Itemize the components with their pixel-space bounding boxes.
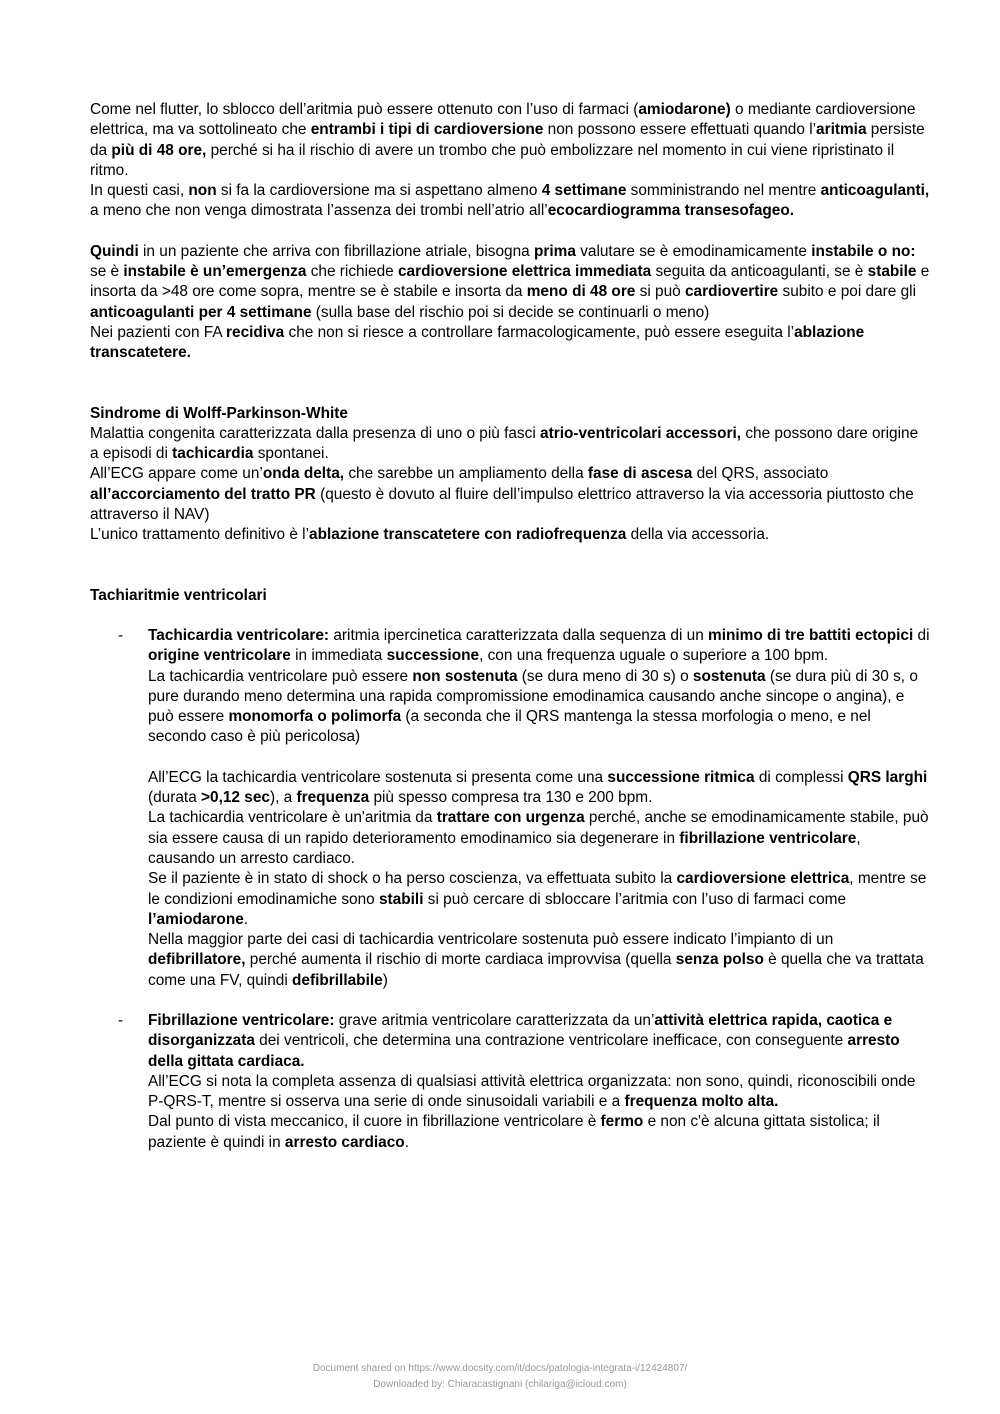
bold-text: ablazione transcatetere. [90, 323, 865, 362]
text-run: che richiede [306, 263, 398, 281]
bold-text: minimo di tre battiti ectopici [708, 626, 914, 644]
text-run: Se il paziente è in stato di shock o ha perso coscienza, va effettuata subito la [148, 870, 677, 888]
bullet-paragraph [148, 1112, 930, 1153]
text-run: . [404, 1133, 409, 1151]
text-run: (se dura più di 30 s, o pure durando meno determina una rapida compromissione emodinamica causando anche sincope o angina), e può essere [148, 667, 918, 726]
text-run: che sarebbe un ampliamento della [344, 465, 588, 483]
text-run: All’ECG la tachicardia ventricolare sostenuta si presenta come una [148, 768, 608, 786]
text-run: In questi casi, [90, 182, 189, 200]
text-run: (questo è dovuto al fluire dell’impulso elettrico attraverso la via accessoria piuttosto che attraverso il NAV) [90, 485, 914, 524]
text-run: a meno che non venga dimostrata l’assenza dei trombi nell’atrio all’ [90, 202, 548, 220]
bold-text: recidiva [226, 323, 285, 341]
text-run: . [243, 910, 249, 928]
bold-text: anticoagulanti per 4 settimane [90, 303, 312, 321]
text-run: valutare se è emodinamicamente [575, 242, 812, 260]
bold-text: all’accorciamento del tratto PR [90, 485, 316, 503]
bold-text: Fibrillazione ventricolare: [148, 1011, 335, 1029]
bold-text: instabile è un’emergenza [123, 263, 307, 281]
bold-text: monomorfa o polimorfa [228, 708, 402, 726]
bold-text: l’amiodarone [148, 910, 244, 928]
text-run: perché, anche se emodinamicamente stabile, può sia essere causa di un rapido deterioramento emodinamico sia degenerare in [148, 809, 929, 847]
text-run: dei ventricoli, che determina una contrazione ventricolare inefficace, con conseguente [254, 1032, 848, 1050]
bold-text: defibrillatore, [148, 951, 246, 969]
text-run: ) [382, 971, 388, 989]
text-run: della via accessoria. [626, 526, 770, 544]
paragraph [90, 464, 930, 525]
bold-text: QRS larghi [847, 768, 928, 786]
text-run: Dal punto di vista meccanico, il cuore in fibrillazione ventricolare è [148, 1113, 601, 1131]
text-run: seguita da anticoagulanti, se è [651, 263, 868, 281]
text-run: (a seconda che il QRS mantenga la stessa morfologia o meno, e nel secondo caso è più pericolosa) [148, 708, 871, 746]
bold-text: meno di 48 ore [526, 283, 636, 301]
bullet-paragraph [148, 808, 930, 869]
text-run: , mentre se le condizioni emodinamiche sono [148, 870, 927, 908]
bold-text: stabili [379, 890, 424, 908]
bullet-paragraph [148, 930, 930, 991]
spacer [148, 748, 930, 768]
text-run: spontanei. [253, 445, 329, 463]
text-run: (se dura meno di 30 s) o [517, 667, 693, 685]
text-run: Nei pazienti con FA [90, 323, 227, 341]
text-run: subito e poi dare gli [778, 283, 916, 301]
text-run: si può cercare di sbloccare l’aritmia con l’uso di farmaci come [423, 890, 847, 908]
bold-text: Quindi [90, 242, 139, 260]
text-run: Nella maggior parte dei casi di tachicardia ventricolare sostenuta può essere indicato l’impianto di un [148, 931, 834, 949]
text-run: All’ECG si nota la completa assenza di qualsiasi attività elettrica organizzata: non sono, quindi, riconoscibili onde P-QRS-T, mentre si osserva una serie di onde sinusoidali variabili e a [148, 1072, 916, 1111]
text-run: di complessi [754, 768, 848, 786]
bullet-paragraph [148, 768, 930, 809]
bold-text: ecocardiogramma transesofageo. [547, 202, 795, 220]
text-run: che possono dare origine a episodi di [90, 424, 919, 463]
text-run: L’unico trattamento definitivo è l’ [90, 526, 310, 544]
text-run: del QRS, associato [692, 465, 829, 483]
bold-text: arresto cardiaco [284, 1133, 405, 1151]
spacer [90, 546, 930, 586]
text-run: in immediata [290, 647, 387, 665]
paragraph [90, 100, 930, 181]
text-run: (sulla base del rischio poi si decide se continuarli o meno) [311, 303, 710, 321]
spacer [90, 364, 930, 404]
bold-text: atrio-ventricolari accessori, [540, 424, 742, 442]
bullet-paragraph [148, 667, 930, 748]
text-run: , causando un arresto cardiaco. [148, 829, 861, 867]
text-run: perché aumenta il rischio di morte cardiaca improvvisa (quella [245, 951, 676, 969]
bold-text: defibrillabile [292, 971, 383, 989]
document-body [90, 100, 930, 1153]
section-heading: Tachiaritmie ventricolari [90, 586, 267, 604]
paragraph [90, 181, 930, 222]
bold-text: >0,12 sec [201, 789, 270, 807]
text-run: e non c'è alcuna gittata sistolica; il paziente è quindi in [148, 1113, 880, 1151]
bold-text: sostenuta [692, 667, 766, 685]
text-run: si può [635, 283, 685, 301]
bullet-paragraph [148, 1072, 930, 1113]
bullet-dash: - [118, 626, 124, 644]
bullet-paragraph [148, 869, 930, 930]
bold-text: successione [386, 647, 480, 665]
bold-text: più di 48 ore, [111, 141, 207, 159]
bold-text: cardioversione elettrica [676, 870, 850, 888]
bold-text: entrambi i tipi di cardioversione [310, 121, 544, 139]
text-run: All’ECG appare come un’ [90, 465, 263, 483]
bold-text: Tachicardia ventricolare: [148, 626, 330, 644]
text-run: che non si riesce a controllare farmacologicamente, può essere eseguita l’ [284, 323, 795, 341]
text-run: La tachicardia ventricolare è un'aritmia da [148, 809, 437, 827]
bold-text: fibrillazione ventricolare [679, 829, 857, 847]
bold-text: stabile [867, 263, 917, 281]
bold-text: successione ritmica [607, 768, 755, 786]
text-run: ), a [269, 789, 297, 807]
text-run: (durata [148, 789, 202, 807]
bullet-item [90, 1011, 930, 1153]
spacer [90, 222, 930, 242]
bold-text: fase di ascesa [587, 465, 693, 483]
bold-text: non sostenuta [412, 667, 518, 685]
text-run: somministrando nel mentre [626, 182, 821, 200]
bold-text: cardiovertire [685, 283, 779, 301]
bold-text: ablazione transcatetere con radiofrequenza [309, 526, 627, 544]
bold-text: anticoagulanti, [820, 182, 930, 200]
paragraph [90, 323, 930, 364]
paragraph [90, 525, 930, 545]
bullet-dash: - [118, 1011, 124, 1029]
bold-text: fermo [600, 1113, 644, 1131]
bold-text: senza polso [675, 951, 764, 969]
paragraph [90, 242, 930, 323]
bold-text: attività elettrica rapida, caotica e disorganizzata [148, 1011, 893, 1050]
bold-text: origine ventricolare [148, 647, 291, 665]
text-run: di [913, 626, 930, 644]
spacer [90, 606, 930, 626]
bold-text: instabile o no: [811, 242, 916, 260]
text-run: La tachicardia ventricolare può essere [148, 667, 413, 685]
bullet-paragraph [148, 626, 930, 667]
bold-text: tachicardia [172, 445, 254, 463]
text-run: più spesso compresa tra 130 e 200 bpm. [369, 789, 653, 807]
bold-text: non [188, 182, 217, 200]
footer-download-note: Downloaded by: Chiaracastignani (chilariga@icloud.com) [373, 1379, 627, 1390]
bold-text: aritmia [816, 121, 867, 139]
text-run: persiste da [90, 121, 925, 159]
text-run: Come nel flutter, lo sblocco dell’aritmia può essere ottenuto con l’uso di farmaci ( [90, 101, 639, 118]
bold-text: prima [534, 242, 576, 260]
bullet-item [90, 626, 930, 991]
bold-text: amiodarone) [638, 101, 731, 118]
footer-shared-note: Document shared on https://www.docsity.com/it/docs/patologia-integrata-i/12424807/ [312, 1363, 688, 1374]
section-heading: Sindrome di Wolff-Parkinson-White [90, 404, 348, 422]
bold-text: arresto della gittata cardiaca. [148, 1032, 900, 1070]
text-run: o mediante cardioversione elettrica, ma va sottolineato che [90, 101, 916, 139]
bold-text: cardioversione elettrica immediata [397, 263, 652, 281]
text-run: grave aritmia ventricolare caratterizzata da un’ [334, 1011, 655, 1029]
spacer [90, 991, 930, 1011]
text-run: si fa la cardioversione ma si aspettano almeno [216, 182, 542, 200]
text-run: , con una frequenza uguale o superiore a 100 bpm. [479, 647, 829, 665]
bold-text: trattare con urgenza [436, 809, 585, 827]
bold-text: 4 settimane [541, 182, 627, 200]
text-run: se è [90, 263, 124, 281]
paragraph [90, 424, 930, 465]
text-run: e insorta da >48 ore come sopra, mentre se è stabile e insorta da [90, 263, 930, 301]
text-run: non possono essere effettuati quando l’ [543, 121, 817, 139]
bullet-paragraph [148, 1011, 930, 1072]
bold-text: frequenza [296, 789, 370, 807]
bold-text: onda delta, [262, 465, 345, 483]
text-run: è quella che va trattata come una FV, quindi [148, 951, 924, 989]
text-run: perché si ha il rischio di avere un trombo che può embolizzare nel momento in cui viene ripristinato il ritmo. [90, 141, 895, 179]
text-run: Malattia congenita caratterizzata dalla presenza di uno o più fasci [90, 424, 541, 442]
text-run: aritmia ipercinetica caratterizzata dalla sequenza di un [329, 626, 709, 644]
bold-text: frequenza molto alta. [624, 1093, 779, 1111]
text-run: in un paziente che arriva con fibrillazione atriale, bisogna [138, 242, 534, 260]
